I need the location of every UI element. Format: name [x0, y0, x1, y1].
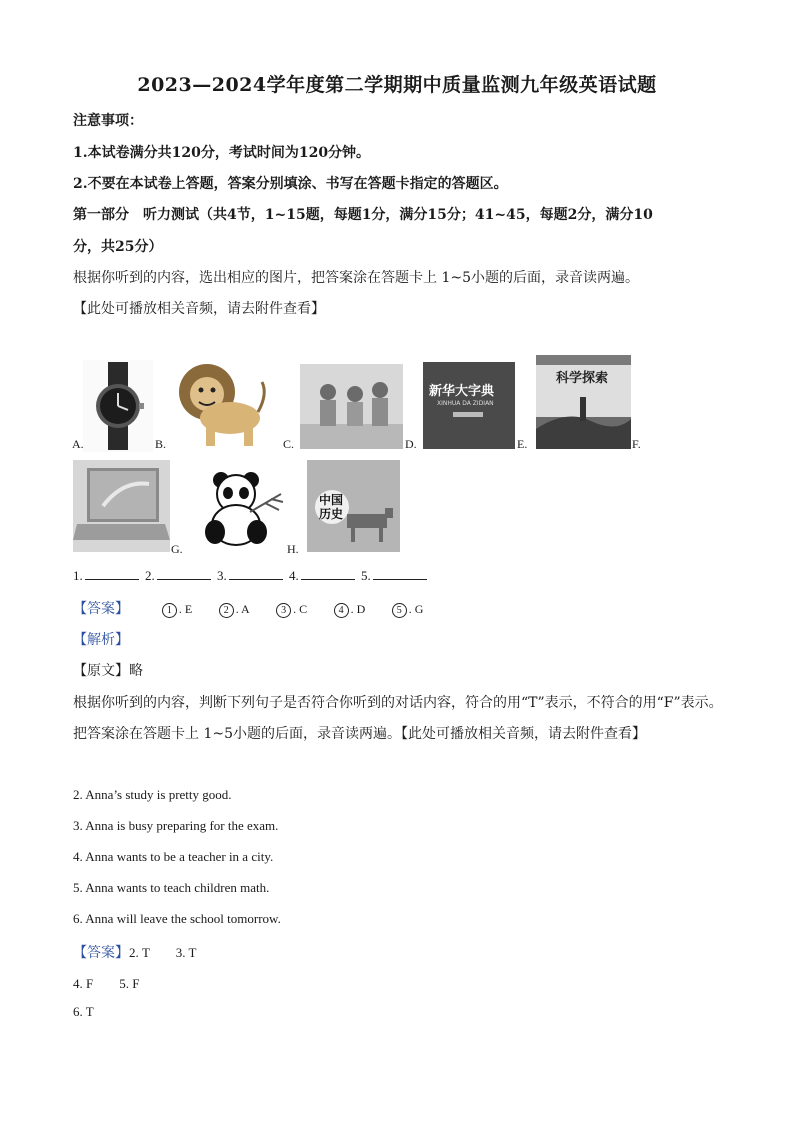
dictionary-subtitle: XINHUA DA ZIDIAN	[437, 400, 494, 407]
blank-label-3: 3.	[217, 568, 227, 583]
statement-5: 5. Anna wants to teach children math.	[73, 880, 270, 895]
statement-4: 4. Anna wants to be a teacher in a city.	[73, 849, 274, 864]
blank-label-4: 4.	[289, 568, 299, 583]
answer-values-line2: 4. F 5. F	[73, 976, 140, 991]
picture-label-g: G.	[171, 542, 183, 556]
audio-note: 【此处可播放相关音频，请去附件查看】	[73, 301, 325, 317]
blank-label-5: 5.	[361, 568, 371, 583]
laptop-icon	[73, 460, 170, 552]
picture-label-a: A.	[72, 437, 84, 451]
panda-picture	[195, 470, 285, 552]
picture-label-e: E.	[517, 437, 528, 451]
answer-item-5: 5 . G	[392, 602, 424, 618]
science-book-picture	[536, 355, 631, 449]
blank-line-1[interactable]	[85, 567, 139, 580]
dictionary-band	[453, 412, 483, 417]
statement-2: 2. Anna’s study is pretty good.	[73, 787, 232, 802]
statement-3: 3. Anna is busy preparing for the exam.	[73, 818, 279, 833]
notice-item-2: 2.不要在本试卷上答题，答案分别填涂、书写在答题卡指定的答题区。	[73, 176, 508, 192]
panda-icon	[195, 470, 285, 552]
picture-label-c: C.	[283, 437, 295, 451]
dancers-picture	[300, 364, 403, 449]
dictionary-title: 新华大字典	[429, 384, 495, 399]
answer-tag-2: 【答案】	[73, 945, 129, 961]
listening-instruction-1: 根据你听到的内容，选出相应的图片，把答案涂在答题卡上 1~5小题的后面，录音读两遍。	[73, 270, 639, 286]
answer-item-1: 1 . E	[162, 602, 192, 618]
blank-label-2: 2.	[145, 568, 155, 583]
blank-line-3[interactable]	[229, 567, 283, 580]
answer-row-2	[73, 942, 196, 962]
part1-heading-line2: 分，共25分）	[73, 239, 163, 255]
part1-heading-line1: 第一部分 听力测试（共4节，1~15题，每题1分，满分15分；41~45，每题2分，满分10	[73, 207, 653, 223]
horses-icon	[307, 508, 400, 548]
lion-picture	[172, 360, 272, 450]
history-book-picture	[307, 460, 400, 552]
science-book-title: 科学探索	[556, 371, 609, 386]
listening-instruction-3: 把答案涂在答题卡上 1~5小题的后面，录音读两遍。【此处可播放相关音频，请去附件查看】	[73, 726, 646, 742]
page-title: 2023—2024学年度第二学期期中质量监测九年级英语试题	[137, 74, 657, 96]
watch-icon	[83, 360, 153, 452]
answer-blanks	[73, 567, 430, 584]
landscape-icon	[536, 389, 631, 449]
blank-line-2[interactable]	[157, 567, 211, 580]
laptop-picture	[73, 460, 170, 552]
answer-item-2: 2 . A	[219, 602, 250, 618]
answer-row-1	[73, 598, 445, 618]
watch-picture	[83, 360, 153, 452]
history-book-title-2: 历史	[319, 507, 344, 521]
picture-label-h: H.	[287, 542, 299, 556]
blank-line-5[interactable]	[373, 567, 427, 580]
notice-item-1: 1.本试卷满分共120分，考试时间为120分钟。	[73, 145, 371, 161]
blank-label-1: 1.	[73, 568, 83, 583]
dictionary-picture	[423, 362, 515, 449]
history-book-title-1: 中国	[319, 493, 344, 507]
original-text: 【原文】略	[73, 663, 143, 679]
statement-6: 6. Anna will leave the school tomorrow.	[73, 911, 281, 926]
answer-values-line1: 2. T 3. T	[129, 945, 197, 960]
blank-line-4[interactable]	[301, 567, 355, 580]
picture-label-d: D.	[405, 437, 417, 451]
people-dancing-icon	[300, 364, 403, 449]
answer-item-3: 3 . C	[276, 602, 307, 618]
answer-item-4: 4 . D	[334, 602, 366, 618]
answer-values-line3: 6. T	[73, 1004, 94, 1019]
notice-heading: 注意事项：	[73, 113, 143, 129]
analysis-tag: 【解析】	[73, 632, 129, 648]
answer-tag: 【答案】	[73, 601, 129, 617]
picture-label-b: B.	[155, 437, 167, 451]
listening-instruction-2: 根据你听到的内容，判断下列句子是否符合你听到的对话内容，符合的用“T”表示，不符合的用“F”表示。	[73, 695, 723, 711]
picture-label-f: F.	[632, 437, 641, 451]
lion-icon	[172, 360, 272, 450]
